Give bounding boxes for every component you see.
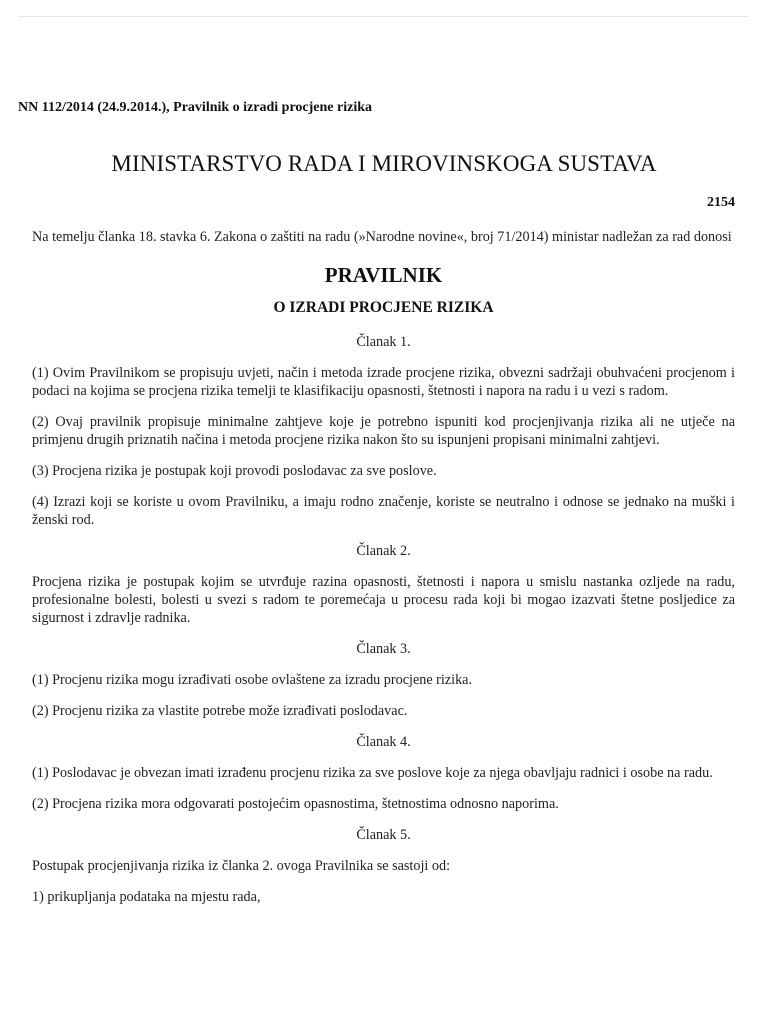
- document-subtitle: O IZRADI PROCJENE RIZIKA: [273, 299, 494, 316]
- article-heading: Članak 5.: [356, 827, 411, 843]
- article-heading: Članak 1.: [356, 334, 411, 350]
- article-paragraph: (2) Ovaj pravilnik propisuje minimalne zahtjeve koje je potrebno ispuniti kod procjenjivanja rizika ali ne utječe na primjenu drugih priznatih načina i metoda procjene rizika nakon što su ispunjeni propisani minimalni zahtjevi.: [32, 414, 735, 448]
- article-paragraph: (1) Poslodavac je obvezan imati izrađenu procjenu rizika za sve poslove koje za njega obavljaju radnici i osobe na radu.: [32, 765, 713, 781]
- list-item: 1) prikupljanja podataka na mjestu rada,: [32, 889, 261, 905]
- article-heading: Članak 3.: [356, 641, 411, 657]
- article-paragraph: (4) Izrazi koji se koriste u ovom Pravilniku, a imaju rodno značenje, koriste se neutralno i odnose se jednako na muški i ženski rod.: [32, 494, 735, 528]
- article-paragraph: (1) Procjenu rizika mogu izrađivati osobe ovlaštene za izradu procjene rizika.: [32, 672, 473, 688]
- ministry-heading: MINISTARSTVO RADA I MIROVINSKOGA SUSTAVA: [111, 151, 657, 176]
- article-paragraph: (3) Procjena rizika je postupak koji provodi poslodavac za sve poslove.: [32, 463, 437, 479]
- article-paragraph: Procjena rizika je postupak kojim se utvrđuje razina opasnosti, štetnosti i napora u smislu nastanka ozljede na radu, profesionalne bolesti, bolesti u svezi s radom te poremećaja u procesu rada koji bi mogao izazvati štetne posljedice za sigurnost i zdravlje radnika.: [32, 574, 735, 626]
- top-divider: [18, 16, 748, 17]
- preamble: Na temelju članka 18. stavka 6. Zakona o zaštiti na radu (»Narodne novine«, broj 71/2014) ministar nadležan za rad donosi: [32, 229, 732, 245]
- article-heading: Članak 2.: [356, 543, 411, 559]
- document-title: PRAVILNIK: [324, 263, 443, 287]
- article-paragraph: (2) Procjena rizika mora odgovarati postojećim opasnostima, štetnostima odnosno naporima.: [32, 796, 559, 812]
- document-body: [32, 228, 735, 919]
- article-paragraph: (1) Ovim Pravilnikom se propisuju uvjeti, način i metoda izrade procjene rizika, obvezni sadržaji obuhvaćeni procjenom i podaci na kojima se procjena rizika temelji te klasifikaciju opasnosti, štetnosti i napora na radu i u vezi s radom.: [32, 365, 735, 399]
- article-heading: Članak 4.: [356, 734, 411, 750]
- gazette-reference: NN 112/2014 (24.9.2014.), Pravilnik o izradi procjene rizika: [18, 100, 372, 115]
- article-paragraph: (2) Procjenu rizika za vlastite potrebe može izrađivati poslodavac.: [32, 703, 408, 719]
- document-number: 2154: [707, 195, 735, 210]
- article-paragraph: Postupak procjenjivanja rizika iz članka 2. ovoga Pravilnika se sastoji od:: [32, 858, 451, 874]
